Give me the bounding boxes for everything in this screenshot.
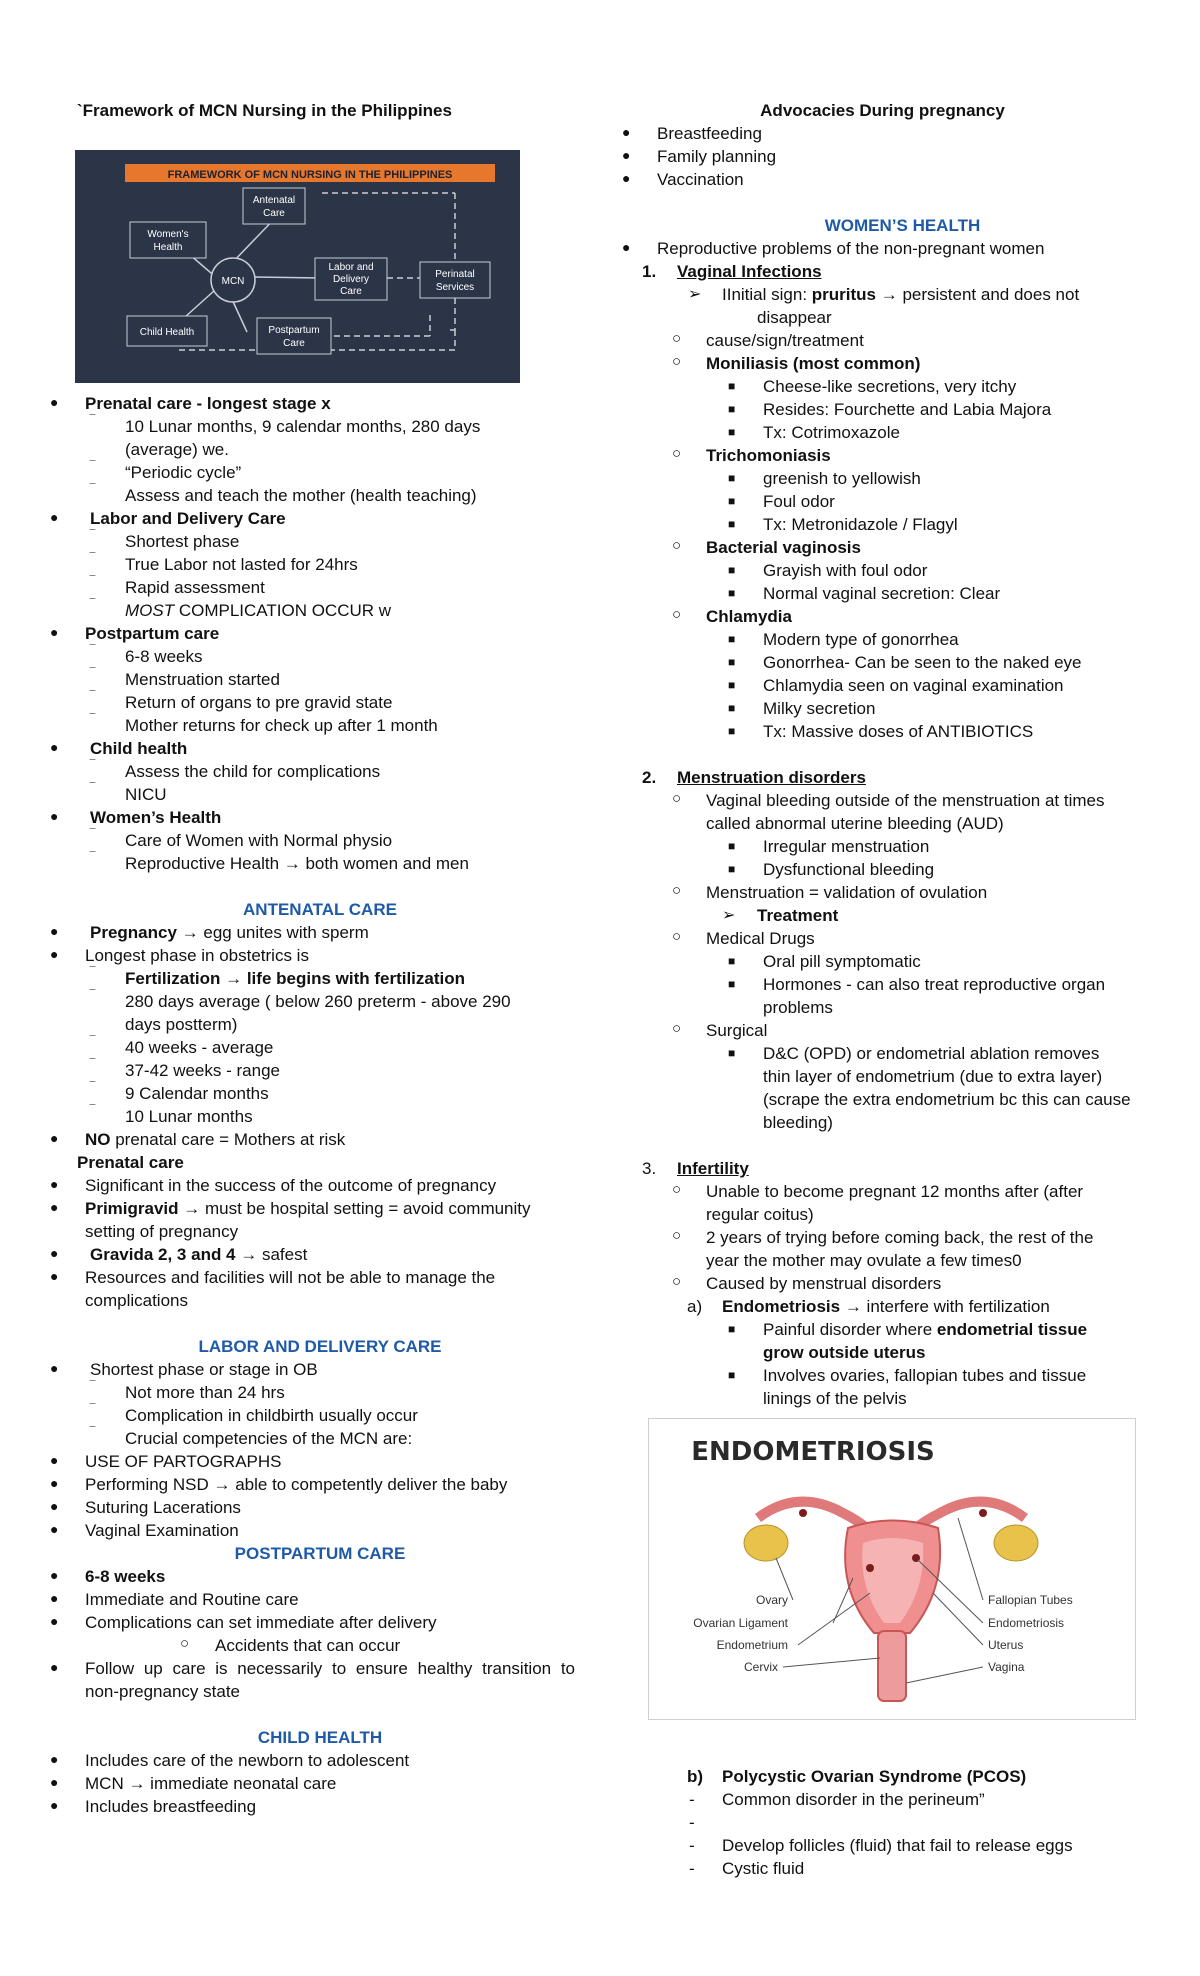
dc-line: bleeding) <box>763 1113 833 1132</box>
labor-bullet: Vaginal Examination <box>85 1521 239 1540</box>
dash-icon: ‾ <box>90 850 95 867</box>
dash-icon: ‾ <box>90 1402 95 1419</box>
womens-item: Care of Women with Normal physio <box>125 831 393 850</box>
antenatal-node-label-2: Care <box>263 208 285 219</box>
bullet-icon: ● <box>50 509 59 525</box>
bullet-icon: ● <box>50 1130 59 1146</box>
bullet-icon: ● <box>50 1567 59 1583</box>
chla-item: Milky secretion <box>763 699 876 718</box>
trich-item: greenish to yellowish <box>763 469 921 488</box>
dash-icon: ‾ <box>90 827 95 844</box>
circle-bullet-icon: ○ <box>672 537 682 554</box>
dash-icon: ‾ <box>90 1034 95 1051</box>
endometriosis-figure <box>648 1418 1136 1720</box>
square-bullet-icon: ■ <box>728 563 736 577</box>
initial-b: pruritus <box>811 285 876 304</box>
bullet-icon: ● <box>50 1245 59 1261</box>
bv-item: Grayish with foul odor <box>763 561 928 580</box>
medical-drugs: Medical Drugs <box>706 929 815 948</box>
dash-icon: ‾ <box>90 1080 95 1097</box>
labor-node-label-1: Labor and <box>328 262 374 273</box>
postpartum-item: Return of organs to pre gravid state <box>125 693 393 712</box>
child-item: NICU <box>125 785 167 804</box>
labor-sub: Complication in childbirth usually occur <box>125 1406 418 1425</box>
bullet-icon: ● <box>50 1452 59 1468</box>
square-bullet-icon: ■ <box>728 724 736 738</box>
significant: Significant in the success of the outcome of pregnancy <box>85 1176 497 1195</box>
painful <box>763 1319 1087 1341</box>
dash-icon: ‾ <box>90 413 95 430</box>
letter-b: b) <box>687 1767 704 1786</box>
follow-up: Follow up care is necessarily to ensure healthy transition to <box>85 1659 575 1678</box>
pregnancy-bold: Pregnancy <box>90 923 177 942</box>
square-bullet-icon: ■ <box>728 632 736 646</box>
vi-title: Vaginal Infections <box>677 262 822 281</box>
inf-number: 3. <box>642 1159 657 1178</box>
framework-diagram <box>75 150 520 383</box>
dash-icon: ‾ <box>90 1103 95 1120</box>
labor-sub: Crucial competencies of the MCN are: <box>125 1429 413 1448</box>
bullet-icon: ● <box>50 1498 59 1514</box>
postpartum-item: Menstruation started <box>125 670 280 689</box>
label-fallopian-tubes: Fallopian Tubes <box>988 1593 1073 1607</box>
label-cervix: Cervix <box>743 1660 778 1674</box>
circle-bullet-icon: ○ <box>180 1635 190 1652</box>
antenatal-sub: 9 Calendar months <box>125 1084 269 1103</box>
bullet-icon: ● <box>50 1176 59 1192</box>
postpartum-item: 6-8 weeks <box>125 647 203 666</box>
womens-item: Reproductive Health → both women and men <box>125 854 469 873</box>
chla-item: Gonorrhea- Can be seen to the naked eye <box>763 653 1082 672</box>
square-bullet-icon: ■ <box>728 379 736 393</box>
postpartum-node-label-1: Postpartum <box>268 325 320 336</box>
two-years: 2 years of trying before coming back, the rest of the <box>706 1228 1094 1247</box>
unable: Unable to become pregnant 12 months after (after <box>706 1182 1084 1201</box>
labor-item: Rapid assessment <box>125 578 265 597</box>
vaginal-bleeding-cont: called abnormal uterine bleeding (AUD) <box>706 814 1004 833</box>
square-bullet-icon: ■ <box>728 1046 736 1060</box>
labor-bullet: Performing NSD → able to competently deliver the baby <box>85 1475 508 1494</box>
square-bullet-icon: ■ <box>728 494 736 508</box>
label-uterus: Uterus <box>988 1638 1024 1652</box>
arrow-bullet-icon: ➢ <box>688 286 702 303</box>
bullet-icon: ● <box>50 1475 59 1491</box>
womens-node-label-2: Health <box>153 242 183 253</box>
endo-bold: Endometriosis <box>722 1297 841 1316</box>
dash-icon: ‾ <box>90 459 95 476</box>
letter-a: a) <box>687 1297 703 1316</box>
oral-pill: Oral pill symptomatic <box>763 952 921 971</box>
labor-bullet: Suturing Lacerations <box>85 1498 241 1517</box>
unable-cont: regular coitus) <box>706 1205 814 1224</box>
dash-icon: ‾ <box>90 597 95 614</box>
dc-line: (scrape the extra endometrium bc this can cause <box>763 1090 1131 1109</box>
circle-bullet-icon: ○ <box>672 606 682 623</box>
dash-marker: - <box>689 1813 695 1832</box>
dash-icon: ‾ <box>90 528 95 545</box>
trich-item: Tx: Metronidazole / Flagyl <box>763 515 958 534</box>
prenatal-care-label: Prenatal care <box>77 1153 184 1172</box>
initial-cont: disappear <box>757 308 832 327</box>
pcos-item: Common disorder in the perineum” <box>722 1790 985 1809</box>
bullet-icon: ● <box>50 1360 59 1376</box>
antenatal-node-label-1: Antenatal <box>252 195 296 206</box>
circle-bullet-icon: ○ <box>672 445 682 462</box>
square-bullet-icon: ■ <box>728 977 736 991</box>
dash-marker: - <box>689 1836 695 1855</box>
chla-item: Tx: Massive doses of ANTIBIOTICS <box>763 722 1034 741</box>
square-bullet-icon: ■ <box>728 517 736 531</box>
square-bullet-icon: ■ <box>728 678 736 692</box>
vaginal-bleeding: Vaginal bleeding outside of the menstruation at times <box>706 791 1105 810</box>
endometriosis-line <box>722 1296 1050 1318</box>
initial-a: IInitial sign: <box>722 285 812 304</box>
caused-by: Caused by menstrual disorders <box>706 1274 942 1293</box>
involves: Involves ovaries, fallopian tubes and tissue <box>763 1366 1087 1385</box>
child-bullet: Includes care of the newborn to adolescent <box>85 1751 410 1770</box>
initial-sign <box>722 284 1079 306</box>
dash-icon: ‾ <box>90 965 95 982</box>
dash-icon: ‾ <box>90 1057 95 1074</box>
labor-bullet: USE OF PARTOGRAPHS <box>85 1452 282 1471</box>
bullet-icon: ● <box>50 1199 59 1215</box>
dash-marker: - <box>689 1859 695 1878</box>
labor-item: Shortest phase <box>125 532 240 551</box>
prenatal-item: “Periodic cycle” <box>125 463 242 482</box>
prenatal-title: Prenatal care - longest stage x <box>85 394 331 413</box>
advocacy-item: Vaccination <box>657 170 744 189</box>
labor-item-last <box>125 600 391 622</box>
hormones: Hormones - can also treat reproductive organ <box>763 975 1106 994</box>
vi-number: 1. <box>642 262 657 281</box>
hormones-cont: problems <box>763 998 833 1017</box>
label-vagina: Vagina <box>988 1660 1025 1674</box>
postpartum-weeks: 6-8 weeks <box>85 1567 166 1586</box>
prenatal-item: Assess and teach the mother (health teaching) <box>125 486 477 505</box>
bullet-icon: ● <box>622 124 631 140</box>
label-endometriosis: Endometriosis <box>988 1616 1065 1630</box>
dash-icon: ‾ <box>90 1425 95 1442</box>
square-bullet-icon: ■ <box>728 425 736 439</box>
antenatal-sub: 280 days average ( below 260 preterm - above 290 <box>125 992 511 1011</box>
dash-icon: ‾ <box>90 689 95 706</box>
gravida-rest: → safest <box>235 1245 308 1264</box>
dash-icon: ‾ <box>90 1379 95 1396</box>
pregnancy-line <box>90 922 369 944</box>
square-bullet-icon: ■ <box>728 586 736 600</box>
dc-line: D&C (OPD) or endometrial ablation removes <box>763 1044 1100 1063</box>
labor-sub: Not more than 24 hrs <box>125 1383 285 1402</box>
primi-bold: Primigravid <box>85 1199 179 1218</box>
validation: Menstruation = validation of ovulation <box>706 883 988 902</box>
complications: Complications can set immediate after delivery <box>85 1613 437 1632</box>
vb-item: Dysfunctional bleeding <box>763 860 935 879</box>
perinatal-node-label-2: Services <box>435 282 475 293</box>
pregnancy-rest: → egg unites with sperm <box>176 923 369 942</box>
circle-bullet-icon: ○ <box>672 928 682 945</box>
bullet-icon: ● <box>50 1590 59 1606</box>
bullet-icon: ● <box>50 946 59 962</box>
child-bullet: Includes breastfeeding <box>85 1797 257 1816</box>
postpartum-heading: POSTPARTUM CARE <box>234 1544 406 1563</box>
antenatal-sub: 37-42 weeks - range <box>125 1061 280 1080</box>
bullet-icon: ● <box>622 239 631 255</box>
repro-problems: Reproductive problems of the non-pregnant women <box>657 239 1045 258</box>
label-ovarian-ligament: Ovarian Ligament <box>693 1616 788 1630</box>
no-bold: NO <box>85 1130 111 1149</box>
antenatal-heading: ANTENATAL CARE <box>243 900 397 919</box>
postpartum-node-label-2: Care <box>283 338 305 349</box>
dash-icon: ‾ <box>90 781 95 798</box>
no-prenatal <box>85 1129 345 1151</box>
longest-phase: Longest phase in obstetrics is <box>85 946 309 965</box>
dash-icon: ‾ <box>90 574 95 591</box>
bv-item: Normal vaginal secretion: Clear <box>763 584 1001 603</box>
dash-icon: ‾ <box>90 551 95 568</box>
accidents: Accidents that can occur <box>215 1636 401 1655</box>
square-bullet-icon: ■ <box>728 701 736 715</box>
child-title: Child health <box>90 739 188 758</box>
md-number: 2. <box>642 768 657 787</box>
primi-rest: → must be hospital setting = avoid community <box>178 1199 531 1218</box>
dash-icon: ‾ <box>90 666 95 683</box>
square-bullet-icon: ■ <box>728 1322 736 1336</box>
womens-title: Women’s Health <box>90 808 222 827</box>
primi-cont: setting of pregnancy <box>85 1222 239 1241</box>
label-ovary: Ovary <box>755 1593 788 1607</box>
child-heading: CHILD HEALTH <box>257 1728 383 1747</box>
pcos-item: Cystic fluid <box>722 1859 805 1878</box>
prenatal-item: (average) we. <box>125 440 229 459</box>
dash-marker: - <box>689 1790 695 1809</box>
circle-bullet-icon: ○ <box>672 1273 682 1290</box>
gravida-bold: Gravida 2, 3 and 4 <box>90 1245 236 1264</box>
bullet-icon: ● <box>50 394 59 410</box>
involves-cont: linings of the pelvis <box>763 1389 907 1408</box>
painful-b: endometrial tissue <box>936 1320 1088 1339</box>
shortest-phase: Shortest phase or stage in OB <box>90 1360 318 1379</box>
bullet-icon: ● <box>622 147 631 163</box>
square-bullet-icon: ■ <box>728 954 736 968</box>
chlamydia: Chlamydia <box>706 607 792 626</box>
cause-sign: cause/sign/treatment <box>706 331 864 350</box>
immediate-care: Immediate and Routine care <box>85 1590 299 1609</box>
pcos-item: Develop follicles (fluid) that fail to release eggs <box>722 1836 1073 1855</box>
dash-icon: ‾ <box>90 758 95 775</box>
square-bullet-icon: ■ <box>728 471 736 485</box>
painful-a: Painful disorder where <box>763 1320 937 1339</box>
labor-item: True Labor not lasted for 24hrs <box>125 555 358 574</box>
perinatal-node-label-1: Perinatal <box>435 269 475 280</box>
bullet-icon: ● <box>50 1613 59 1629</box>
labor-title: Labor and Delivery Care <box>90 509 286 528</box>
moniliasis: Moniliasis (most common) <box>706 354 921 373</box>
advocacy-item: Breastfeeding <box>657 124 762 143</box>
square-bullet-icon: ■ <box>728 1368 736 1382</box>
resources-cont: complications <box>85 1291 188 1310</box>
complication-text: COMPLICATION OCCUR w <box>174 601 392 620</box>
bullet-icon: ● <box>50 624 59 640</box>
labor-node-label-3: Care <box>340 286 362 297</box>
antenatal-sub: days postterm) <box>125 1015 238 1034</box>
diagram-heading: FRAMEWORK OF MCN NURSING IN THE PHILIPPINES <box>167 169 453 181</box>
advocacy-item: Family planning <box>657 147 777 166</box>
mcn-node-label: MCN <box>221 276 245 287</box>
monil-item: Cheese-like secretions, very itchy <box>763 377 1017 396</box>
bullet-icon: ● <box>50 739 59 755</box>
md-title: Menstruation disorders <box>677 768 866 787</box>
dash-icon: ‾ <box>90 482 95 499</box>
surgical: Surgical <box>706 1021 768 1040</box>
dash-icon: ‾ <box>90 643 95 660</box>
antenatal-sub: 10 Lunar months <box>125 1107 253 1126</box>
two-years-cont: year the mother may ovulate a few times0 <box>706 1251 1022 1270</box>
womens-node-label-1: Women's <box>147 229 189 240</box>
inf-title: Infertility <box>677 1159 749 1178</box>
bullet-icon: ● <box>50 1659 59 1675</box>
circle-bullet-icon: ○ <box>672 353 682 370</box>
endo-rest: → interfere with fertilization <box>840 1297 1050 1316</box>
dash-icon: ‾ <box>90 988 95 1005</box>
bullet-icon: ● <box>50 808 59 824</box>
bullet-icon: ● <box>50 1797 59 1813</box>
circle-bullet-icon: ○ <box>672 1020 682 1037</box>
chla-item: Modern type of gonorrhea <box>763 630 959 649</box>
square-bullet-icon: ■ <box>728 839 736 853</box>
circle-bullet-icon: ○ <box>672 1227 682 1244</box>
bacterial-vaginosis: Bacterial vaginosis <box>706 538 861 557</box>
square-bullet-icon: ■ <box>728 655 736 669</box>
trichomoniasis: Trichomoniasis <box>706 446 831 465</box>
monil-item: Resides: Fourchette and Labia Majora <box>763 400 1052 419</box>
dc-line: thin layer of endometrium (due to extra layer) <box>763 1067 1103 1086</box>
painful-cont: grow outside uterus <box>763 1343 926 1362</box>
prenatal-item: 10 Lunar months, 9 calendar months, 280 days <box>125 417 481 436</box>
antenatal-sub: 40 weeks - average <box>125 1038 274 1057</box>
bullet-icon: ● <box>50 923 59 939</box>
gravida <box>90 1244 307 1266</box>
square-bullet-icon: ■ <box>728 402 736 416</box>
bullet-icon: ● <box>50 1751 59 1767</box>
circle-bullet-icon: ○ <box>672 330 682 347</box>
resources: Resources and facilities will not be able to manage the <box>85 1268 496 1287</box>
monil-item: Tx: Cotrimoxazole <box>763 423 900 442</box>
framework-title: `Framework of MCN Nursing in the Philippines <box>77 101 452 120</box>
bullet-icon: ● <box>622 170 631 186</box>
fertilization: Fertilization → life begins with fertilization <box>125 969 466 988</box>
womens-heading: WOMEN’S HEALTH <box>824 216 981 235</box>
bullet-icon: ● <box>50 1521 59 1537</box>
labor-node-label-2: Delivery <box>332 274 370 285</box>
circle-bullet-icon: ○ <box>672 790 682 807</box>
circle-bullet-icon: ○ <box>672 1181 682 1198</box>
postpartum-title: Postpartum care <box>85 624 220 643</box>
label-endometrium: Endometrium <box>716 1638 788 1652</box>
bullet-icon: ● <box>50 1268 59 1284</box>
trich-item: Foul odor <box>763 492 835 511</box>
postpartum-item: Mother returns for check up after 1 month <box>125 716 438 735</box>
square-bullet-icon: ■ <box>728 862 736 876</box>
child-node-label: Child Health <box>139 327 195 338</box>
vb-item: Irregular menstruation <box>763 837 930 856</box>
child-item: Assess the child for complications <box>125 762 381 781</box>
figure-title: ENDOMETRIOSIS <box>691 1437 935 1467</box>
treatment: Treatment <box>757 906 839 925</box>
chla-item: Chlamydia seen on vaginal examination <box>763 676 1064 695</box>
bullet-icon: ● <box>50 1774 59 1790</box>
dash-icon: ‾ <box>90 712 95 729</box>
follow-up-cont: non-pregnancy state <box>85 1682 240 1701</box>
labor-heading: LABOR AND DELIVERY CARE <box>198 1337 442 1356</box>
no-rest: prenatal care = Mothers at risk <box>110 1130 346 1149</box>
child-bullet: MCN → immediate neonatal care <box>85 1774 337 1793</box>
pcos-title: Polycystic Ovarian Syndrome (PCOS) <box>722 1767 1027 1786</box>
initial-c: → persistent and does not <box>876 285 1080 304</box>
primigravid <box>85 1198 531 1220</box>
circle-bullet-icon: ○ <box>672 882 682 899</box>
arrow-bullet-icon: ➢ <box>722 907 736 924</box>
most-text: MOST <box>125 601 175 620</box>
advocacy-title: Advocacies During pregnancy <box>760 101 1005 120</box>
